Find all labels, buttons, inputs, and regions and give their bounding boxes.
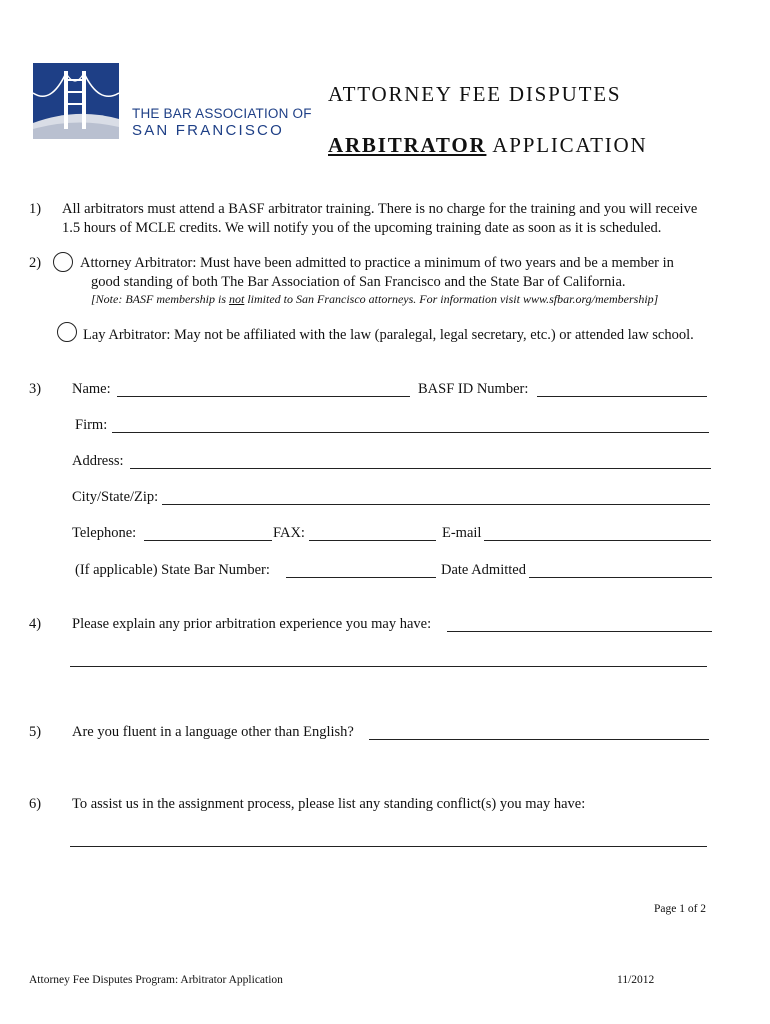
fax-field[interactable]: [309, 540, 436, 541]
item-4-number: 4): [29, 616, 42, 632]
arbitration-experience-field-2[interactable]: [70, 666, 707, 667]
logo-text-line1: THE BAR ASSOCIATION OF: [132, 106, 312, 121]
attorney-arbitrator-line1: Attorney Arbitrator: Must have been admitted to practice a minimum of two years and be a member in: [80, 255, 674, 271]
email-field[interactable]: [484, 540, 711, 541]
conflicts-field[interactable]: [70, 846, 707, 847]
arbitration-experience-label: Please explain any prior arbitration experience you may have:: [72, 616, 432, 632]
basf-logo: [33, 63, 119, 139]
item-1-line2: 1.5 hours of MCLE credits. We will notify you of the upcoming training date as soon as it is scheduled.: [62, 220, 662, 236]
note-not: not: [228, 292, 245, 306]
address-field[interactable]: [130, 468, 711, 469]
language-label: Are you fluent in a language other than English?: [72, 724, 354, 740]
item-1-number: 1): [29, 201, 42, 217]
address-label: Address:: [72, 453, 124, 469]
state-bar-field[interactable]: [286, 577, 436, 578]
conflicts-label: To assist us in the assignment process, please list any standing conflict(s) you may have:: [72, 796, 586, 812]
membership-note: [91, 292, 658, 307]
city-state-zip-label: City/State/Zip:: [72, 489, 159, 505]
name-label: Name:: [72, 381, 111, 397]
subtitle-bold: ARBITRATOR: [328, 133, 487, 157]
attorney-arbitrator-line2: good standing of both The Bar Association of San Francisco and the State Bar of California.: [91, 274, 626, 290]
note-pre: [Note: BASF membership is: [91, 292, 229, 306]
firm-field[interactable]: [112, 432, 709, 433]
item-3-number: 3): [29, 381, 42, 397]
city-state-zip-field[interactable]: [162, 504, 710, 505]
language-field[interactable]: [369, 739, 709, 740]
item-1-line1: All arbitrators must attend a BASF arbitrator training. There is no charge for the training and you will receive: [62, 201, 698, 217]
item-6-number: 6): [29, 796, 42, 812]
page-number: Page 1 of 2: [654, 903, 707, 915]
item-2-number: 2): [29, 255, 42, 271]
logo-text-line2: SAN FRANCISCO: [132, 122, 284, 139]
state-bar-label: (If applicable) State Bar Number:: [75, 562, 270, 578]
item-5-number: 5): [29, 724, 42, 740]
name-field[interactable]: [117, 396, 410, 397]
footer-left: Attorney Fee Disputes Program: Arbitrator Application: [29, 974, 283, 986]
basf-id-label: BASF ID Number:: [418, 381, 529, 397]
page-title: ATTORNEY FEE DISPUTES: [328, 82, 622, 106]
attorney-arbitrator-radio[interactable]: [53, 252, 73, 272]
basf-id-field[interactable]: [537, 396, 707, 397]
date-admitted-label: Date Admitted: [441, 562, 526, 578]
note-post: limited to San Francisco attorneys. For information visit www.sfbar.org/membership]: [244, 292, 659, 306]
subtitle-rest: APPLICATION: [486, 133, 648, 157]
golden-gate-bridge-icon: [33, 63, 119, 139]
footer-right: 11/2012: [617, 974, 655, 986]
date-admitted-field[interactable]: [529, 577, 712, 578]
arbitration-experience-field[interactable]: [447, 631, 712, 632]
firm-label: Firm:: [75, 417, 108, 433]
email-label: E-mail: [442, 525, 482, 541]
fax-label: FAX:: [273, 525, 305, 541]
lay-arbitrator-label: Lay Arbitrator: May not be affiliated with the law (paralegal, legal secretary, etc.) or attended law school.: [83, 327, 694, 343]
page-subtitle: [328, 133, 647, 158]
telephone-field[interactable]: [144, 540, 272, 541]
lay-arbitrator-radio[interactable]: [57, 322, 77, 342]
telephone-label: Telephone:: [72, 525, 137, 541]
